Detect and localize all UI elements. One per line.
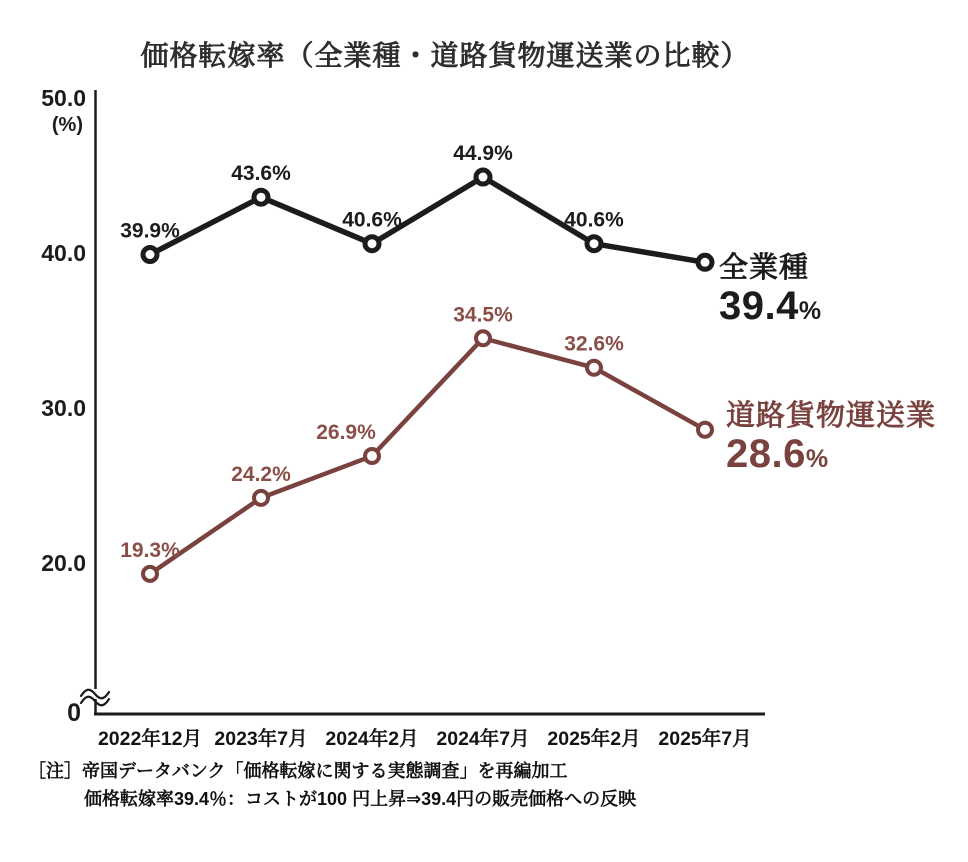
x-tick-label: 2024年2月 — [325, 728, 419, 750]
source-note-line1: ［注］帝国データバンク「価格転嫁に関する実態調査」を再編加工 — [28, 761, 568, 781]
series-end-value-all-industries — [719, 284, 822, 329]
data-point-marker — [587, 237, 601, 251]
data-point-marker — [698, 255, 712, 269]
y-tick-label: 40.0 — [41, 240, 86, 266]
x-tick-label: 2022年12月 — [97, 728, 203, 750]
series-name-road-freight: 道路貨物運送業 — [726, 400, 937, 432]
y-axis-zero-label: 0 — [67, 699, 81, 727]
x-tick-label: 2024年7月 — [436, 728, 530, 750]
data-point-label: 40.6% — [564, 208, 624, 232]
series-end-number: 28.6 — [726, 432, 806, 477]
source-note-line2: 価格転嫁率39.4％：コストが100 円上昇⇒39.4円の販売価格への反映 — [84, 789, 637, 809]
data-point-label: 19.3% — [120, 538, 180, 562]
data-point-marker — [143, 248, 157, 262]
data-point-label: 43.6% — [231, 162, 291, 186]
series-line-1 — [150, 338, 705, 574]
data-point-label: 39.9% — [120, 219, 180, 243]
data-point-label: 32.6% — [564, 332, 624, 356]
x-tick-label: 2025年2月 — [547, 728, 641, 750]
y-tick-label: 30.0 — [41, 395, 86, 421]
data-point-label: 26.9% — [316, 421, 376, 445]
data-point-marker — [143, 567, 157, 581]
source-note — [28, 757, 636, 813]
series-end-value-road-freight — [726, 432, 936, 477]
data-point-marker — [698, 423, 712, 437]
data-point-marker — [254, 491, 268, 505]
data-point-marker — [254, 190, 268, 204]
data-point-label: 44.9% — [453, 142, 513, 166]
series-end-number: 39.4 — [719, 284, 799, 329]
y-tick-label: 20.0 — [41, 550, 86, 576]
chart-title: 価格転嫁率（全業種・道路貨物運送業の比較） — [140, 40, 750, 71]
data-point-label: 34.5% — [453, 303, 513, 327]
y-axis-unit-label: (%) — [51, 114, 83, 136]
series-end-label-road-freight — [726, 400, 937, 477]
series-name-all-industries: 全業種 — [719, 252, 810, 284]
percent-sign: % — [805, 445, 829, 474]
data-point-marker — [365, 237, 379, 251]
data-point-label: 24.2% — [231, 462, 291, 486]
data-point-marker — [476, 331, 490, 345]
series-end-label-all-industries — [719, 252, 822, 329]
x-tick-label: 2025年7月 — [658, 728, 752, 750]
data-point-label: 40.6% — [342, 208, 402, 232]
x-tick-label: 2023年7月 — [214, 728, 308, 750]
data-point-marker — [365, 449, 379, 463]
data-point-marker — [476, 170, 490, 184]
data-point-marker — [587, 361, 601, 375]
y-tick-label: 50.0 — [41, 85, 86, 111]
percent-sign: % — [798, 297, 822, 326]
